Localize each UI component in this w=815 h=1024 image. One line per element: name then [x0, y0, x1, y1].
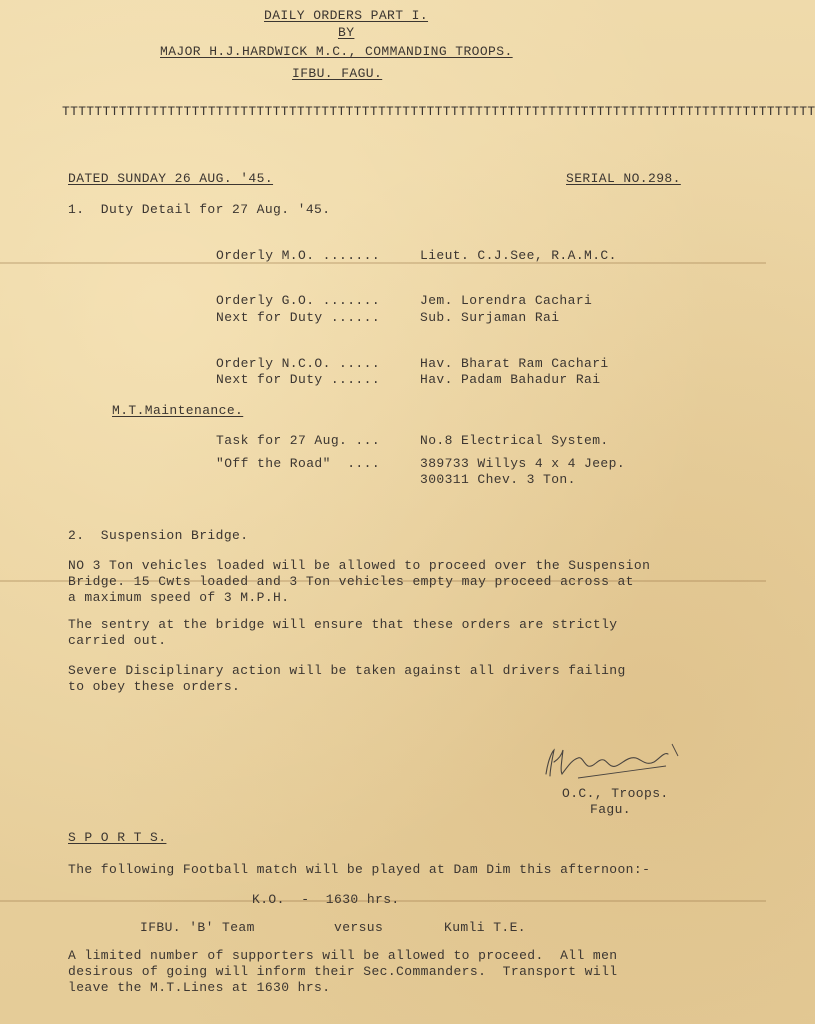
- paragraph-line: NO 3 Ton vehicles loaded will be allowed to proceed over the Suspension: [68, 558, 651, 573]
- kickoff-time: K.O. - 1630 hrs.: [252, 892, 400, 907]
- duty-value: Lieut. C.J.See, R.A.M.C.: [420, 248, 617, 263]
- header-by: BY: [338, 25, 355, 40]
- sports-intro: The following Football match will be played at Dam Dim this afternoon:-: [68, 862, 651, 877]
- duty-value: Jem. Lorendra Cachari: [420, 293, 593, 308]
- sports-heading: S P O R T S.: [68, 830, 167, 845]
- mt-label: "Off the Road" ....: [216, 456, 381, 471]
- duty-label: Next for Duty ......: [216, 372, 381, 387]
- handwritten-signature: [538, 740, 688, 786]
- paragraph-line: to obey these orders.: [68, 679, 241, 694]
- signature-place: Fagu.: [590, 802, 632, 817]
- versus-label: versus: [334, 920, 384, 935]
- section2-heading: 2. Suspension Bridge.: [68, 528, 249, 543]
- separator-line: TTTTTTTTTTTTTTTTTTTTTTTTTTTTTTTTTTTTTTTTTTTTTTTTTTTTTTTTTTTTTTTTTTTTTTTTTTTTTTTTTTTTTTTTTTTTT: [62, 104, 815, 119]
- paragraph-line: leave the M.T.Lines at 1630 hrs.: [68, 980, 331, 995]
- duty-label: Next for Duty ......: [216, 310, 381, 325]
- paragraph-line: desirous of going will inform their Sec.Commanders. Transport will: [68, 964, 618, 979]
- duty-value: Hav. Bharat Ram Cachari: [420, 356, 609, 371]
- duty-value: Sub. Surjaman Rai: [420, 310, 560, 325]
- header-commander: MAJOR H.J.HARDWICK M.C., COMMANDING TROOPS.: [160, 44, 513, 59]
- signature-title: O.C., Troops.: [562, 786, 669, 801]
- mt-label: Task for 27 Aug. ...: [216, 433, 381, 448]
- paragraph-line: Severe Disciplinary action will be taken against all drivers failing: [68, 663, 626, 678]
- section1-heading: 1. Duty Detail for 27 Aug. '45.: [68, 202, 331, 217]
- duty-value: Hav. Padam Bahadur Rai: [420, 372, 601, 387]
- mt-value: No.8 Electrical System.: [420, 433, 609, 448]
- duty-label: Orderly N.C.O. .....: [216, 356, 381, 371]
- duty-label: Orderly M.O. .......: [216, 248, 381, 263]
- team-away: Kumli T.E.: [444, 920, 527, 935]
- dated-line: DATED SUNDAY 26 AUG. '45.: [68, 171, 274, 186]
- paragraph-line: carried out.: [68, 633, 167, 648]
- duty-label: Orderly G.O. .......: [216, 293, 381, 308]
- paragraph-line: Bridge. 15 Cwts loaded and 3 Ton vehicles empty may proceed across at: [68, 574, 634, 589]
- header-title: DAILY ORDERS PART I.: [264, 8, 429, 23]
- header-unit: IFBU. FAGU.: [292, 66, 383, 81]
- paragraph-line: A limited number of supporters will be allowed to proceed. All men: [68, 948, 618, 963]
- paragraph-line: a maximum speed of 3 M.P.H.: [68, 590, 290, 605]
- mt-maintenance-heading: M.T.Maintenance.: [112, 403, 244, 418]
- mt-value: 300311 Chev. 3 Ton.: [420, 472, 576, 487]
- paragraph-line: The sentry at the bridge will ensure that these orders are strictly: [68, 617, 618, 632]
- serial-number: SERIAL NO.298.: [566, 171, 681, 186]
- mt-value: 389733 Willys 4 x 4 Jeep.: [420, 456, 626, 471]
- paper-fold: [0, 262, 766, 264]
- team-home: IFBU. 'B' Team: [140, 920, 255, 935]
